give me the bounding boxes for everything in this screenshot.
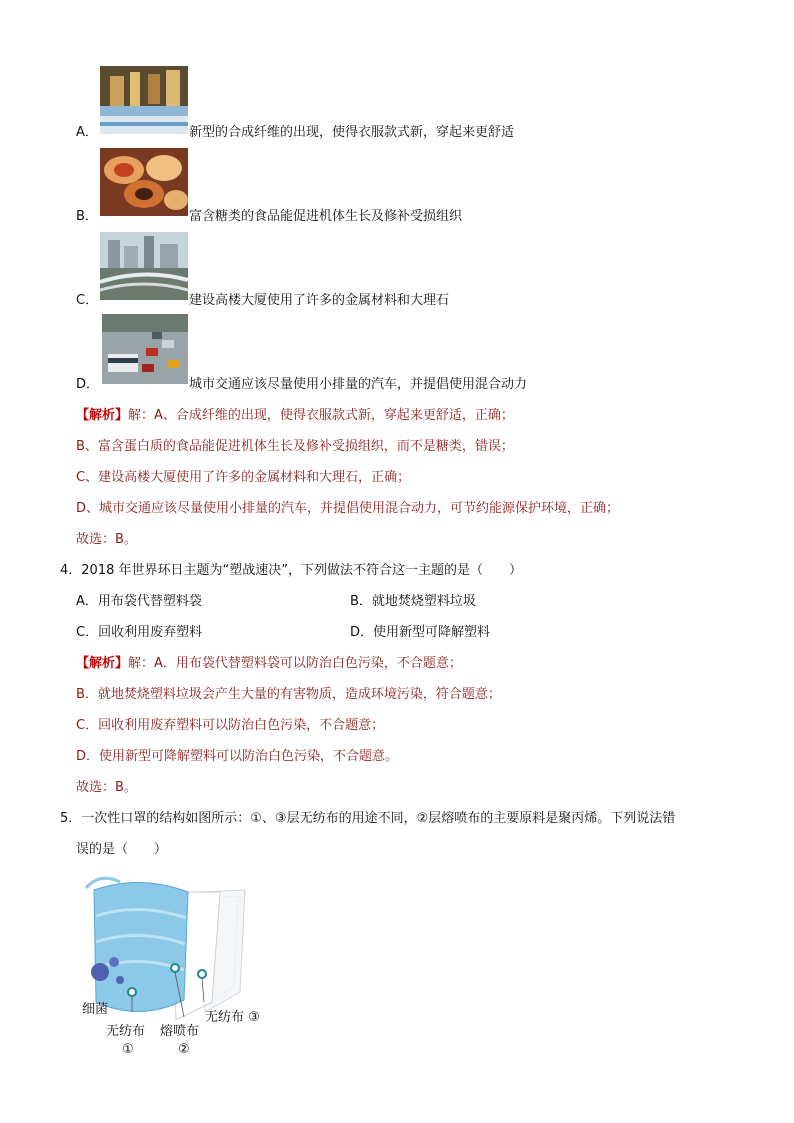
answer-line: 故选：B。 bbox=[76, 780, 137, 795]
option-letter: C． bbox=[76, 293, 99, 308]
option-letter: D． bbox=[76, 377, 100, 392]
city-buildings-photo bbox=[100, 232, 188, 300]
bacteria-label: 细菌 bbox=[82, 1002, 109, 1017]
layer2-label: 熔喷布 bbox=[160, 1024, 200, 1039]
option-d: D．使用新型可降解塑料 bbox=[350, 625, 491, 640]
food-photo bbox=[100, 148, 188, 216]
analysis-line: 【解析】解：A、合成纤维的出现，使得衣服款式新，穿起来更舒适，正确； bbox=[76, 408, 514, 423]
analysis-line: C、建设高楼大厦使用了许多的金属材料和大理石，正确； bbox=[76, 470, 411, 485]
option-letter: A． bbox=[76, 125, 98, 140]
layer2-number: ② bbox=[178, 1042, 190, 1057]
layer3-label: 无纺布 ③ bbox=[205, 1010, 260, 1025]
question-stem: 5．一次性口罩的结构如图所示：①、③层无纺布的用途不同，②层熔喷布的主要原料是聚丙烯。下列说法错 bbox=[60, 811, 676, 826]
option-text: 建设高楼大厦使用了许多的金属材料和大理石 bbox=[189, 293, 450, 308]
option-b: B．就地焚烧塑料垃圾 bbox=[350, 594, 476, 609]
option-text: 新型的合成纤维的出现，使得衣服款式新，穿起来更舒适 bbox=[189, 125, 515, 140]
analysis-line: D、城市交通应该尽量使用小排量的汽车，并提倡使用混合动力，可节约能源保护环境，正确； bbox=[76, 501, 620, 516]
analysis-tag: 【解析】 bbox=[76, 408, 129, 423]
analysis-line: B．就地焚烧塑料垃圾会产生大量的有害物质，造成环境污染，符合题意； bbox=[76, 687, 501, 702]
traffic-photo bbox=[102, 314, 188, 384]
option-c: C．回收利用废弃塑料 bbox=[76, 625, 203, 640]
layer1-label: 无纺布 bbox=[106, 1024, 146, 1039]
analysis-tag: 【解析】 bbox=[76, 656, 129, 671]
synthetic-fiber-photo bbox=[100, 66, 188, 134]
analysis-line: 【解析】解：A．用布袋代替塑料袋可以防治白色污染，不合题意； bbox=[76, 656, 462, 671]
option-text: 城市交通应该尽量使用小排量的汽车，并提倡使用混合动力 bbox=[189, 377, 528, 392]
answer-line: 故选：B。 bbox=[76, 532, 137, 547]
question-stem: 4．2018 年世界环日主题为“塑战速决”，下列做法不符合这一主题的是（ ） bbox=[60, 563, 522, 578]
analysis-line: B、富含蛋白质的食品能促进机体生长及修补受损组织，而不是糖类，错误； bbox=[76, 439, 514, 454]
question-stem-cont: 误的是（ ） bbox=[76, 842, 168, 857]
option-text: 富含糖类的食品能促进机体生长及修补受损组织 bbox=[189, 209, 463, 224]
layer1-number: ① bbox=[122, 1042, 134, 1057]
analysis-line: C．回收利用废弃塑料可以防治白色污染，不合题意； bbox=[76, 718, 385, 733]
analysis-line: D．使用新型可降解塑料可以防治白色污染，不合题意。 bbox=[76, 749, 399, 764]
option-letter: B． bbox=[76, 209, 98, 224]
option-a: A．用布袋代替塑料袋 bbox=[76, 594, 202, 609]
